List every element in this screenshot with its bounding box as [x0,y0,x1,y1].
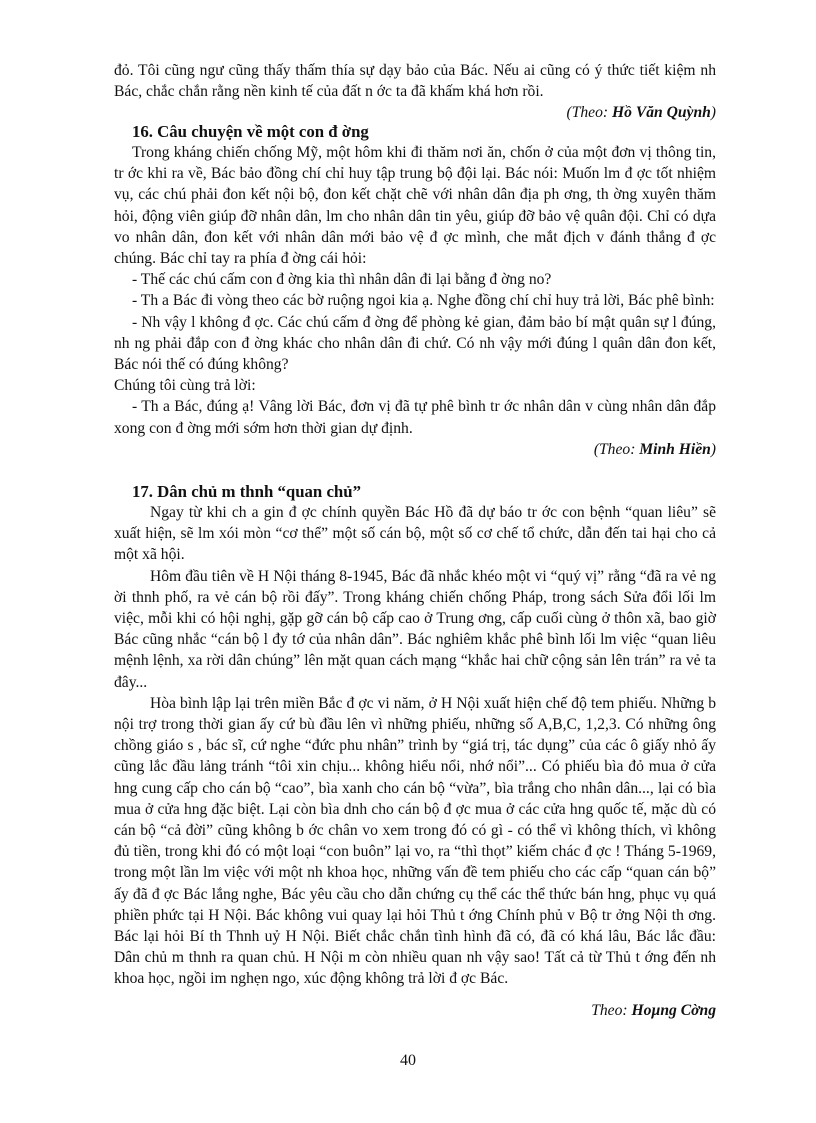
source-author: Minh Hiền [639,440,711,458]
section-17 [114,482,716,1021]
intro-block [114,60,716,124]
source-author: Hoµng Cờng [631,1001,716,1019]
section-heading: 16. Câu chuyện về một con đ ờng [132,122,369,141]
intro-paragraph: đỏ. Tôi cũng ngư cũng thấy thấm thía sự dạy bảo của Bác. Nếu ai cũng có ý thức tiết kiệm nh Bác, chắc chắn rằng nền kinh tế của đất n ớc ta đã khấm khá hơn rồi. [114,62,716,101]
section-17-source [114,1000,716,1021]
section-16-source [114,439,716,460]
source-author: Hồ Văn Quỳnh [612,104,711,122]
intro-source [114,102,716,123]
paragraph: Hôm đầu tiên về H Nội tháng 8-1945, Bác đã nhắc khéo một vi “quý vị” rằng “đã ra vẻ ng ời thnh phố, ra vẻ cán bộ rồi đấy”. Trong kháng chiến chống Pháp, trong sách Sửa đổi lối lm việc, mỗi khi có hội nghị, gặp gỡ cán bộ cấp cao ở Trung ơng, cấp cuối cùng ở thôn xã, bao giờ Bác cũng nhắc “cán bộ l đy tớ của nhân dân”. Bác nghiêm khắc phê bình lối lm việc “quan liêu mệnh lệnh, xa rời dân chúng” lên mặt quan cách mạng “khắc hai chữ cộng sản lên trán” ra vẻ ta đây... [114,567,716,691]
paragraph: Chúng tôi cùng trả lời: [114,377,256,395]
page-number: 40 [400,1052,416,1069]
source-suffix: ) [710,104,716,122]
source-prefix: Theo: [591,1001,632,1019]
section-heading: 17. Dân chủ m thnh “quan chủ” [132,482,361,501]
source-prefix: (Theo: [566,104,612,122]
paragraph: Hòa bình lập lại trên miền Bắc đ ợc vi năm, ở H Nội xuất hiện chế độ tem phiếu. Những b nội trợ trong thời gian ấy cứ bù đầu lên vì những phiếu, những số A,B,C, 1,2,3. Có những ông chồng giáo s , bác sĩ, cứ nghe “đức phu nhân” trình by “giá trị, tác dụng” của các ô giấy nhỏ ấy cũng lắc đầu lảng tránh “tôi xin chịu... không hiểu nổi, nhớ nổi”... Có phiếu bìa đỏ mua ở cửa hng cung cấp cho cán bộ “cao”, bìa xanh cho cán bộ “vừa”, bìa trắng cho nhân dân..., lại có bìa mua ở cửa hng đặc biệt. Lại còn bìa dnh cho cán bộ đ ợc mua ở các cửa hng quốc tế, mặc dù có cán bộ “cả đời” cũng không b ớc chân vo xem trong đó có gì - có thể vì không thích, vì không đủ tiền, trong khi đó có một loại “con buôn” lại vo, ra “thì thọt” kiếm chác đ ợc ! Tháng 5-1969, trong một lần lm việc với một nh khoa học, những vấn đề tem phiếu cho các cấp “quan cán bộ” ấy đã đ ợc Bác lắng nghe, Bác yêu cầu cho dẫn chứng cụ thể các thể thức bán hng, phục vụ quá phiền phức tại H Nội. Bác không vui quay lại hỏi Thủ t ớng Chính phủ v Bộ tr ởng Nội th ơng. Bác lại hỏi Bí th Thnh uỷ H Nội. Biết chắc chắn tình hình đã có, đã có khá lâu, Bác lắc đầu: Dân chủ m thnh ra quan chủ. H Nội m còn nhiều quan nh vậy sao! Tất cả từ Thủ t ớng đến nh khoa học, ngồi im nghẹn ngo, xúc động không trả lời đ ợc Bác. [114,694,716,988]
paragraph: - Nh vậy l không đ ợc. Các chú cấm đ ờng để phòng kẻ gian, đảm bảo bí mật quân sự l đúng, nh ng phải đắp con đ ờng khác cho nhân dân đi chứ. Có nh vậy mới đúng l quân dân đon kết, Bác nói thế có đúng không? [114,313,716,374]
source-prefix: (Theo: [593,440,640,458]
section-16 [114,122,716,460]
paragraph: Trong kháng chiến chống Mỹ, một hôm khi đi thăm nơi ăn, chốn ở của một đơn vị thông tin, tr ớc khi ra về, Bác bảo đồng chí chỉ huy tập trung bộ đội lại. Bác nói: Muốn lm đ ợc tốt nhiệm vụ, các chú phải đon kết nội bộ, đon kết chặt chẽ với nhân dân địa ph ơng, th ờng xuyên thăm hỏi, động viên giúp đỡ nhân dân, lm cho nhân dân tin yêu, giúp đỡ bảo vệ quân đội. Chỉ có dựa vo nhân dân, đon kết với nhân dân mới bảo vệ đ ợc mình, che mắt địch v đánh thắng đ ợc chúng. Bác chỉ tay ra phía đ ờng cái hỏi: [114,144,716,268]
paragraph: - Th a Bác, đúng ạ! Vâng lời Bác, đơn vị đã tự phê bình tr ớc nhân dân v cùng nhân dân đắp xong con đ ờng mới sớm hơn thời gian dự định. [114,398,716,437]
paragraph: - Th a Bác đi vòng theo các bờ ruộng ngoi kia ạ. Nghe đồng chí chỉ huy trả lời, Bác phê bình: [132,292,715,310]
paragraph: Ngay từ khi ch a gin đ ợc chính quyền Bác Hồ đã dự báo tr ớc con bệnh “quan liêu” sẽ xuất hiện, sẽ lm xói mòn “cơ thể” một số cán bộ, một số cơ chế tổ chức, dẫn đến tai hại cho cả một xã hội. [114,504,716,564]
source-suffix: ) [710,440,716,458]
paragraph: - Thế các chú cấm con đ ờng kia thì nhân dân đi lại bằng đ ờng no? [132,271,552,289]
